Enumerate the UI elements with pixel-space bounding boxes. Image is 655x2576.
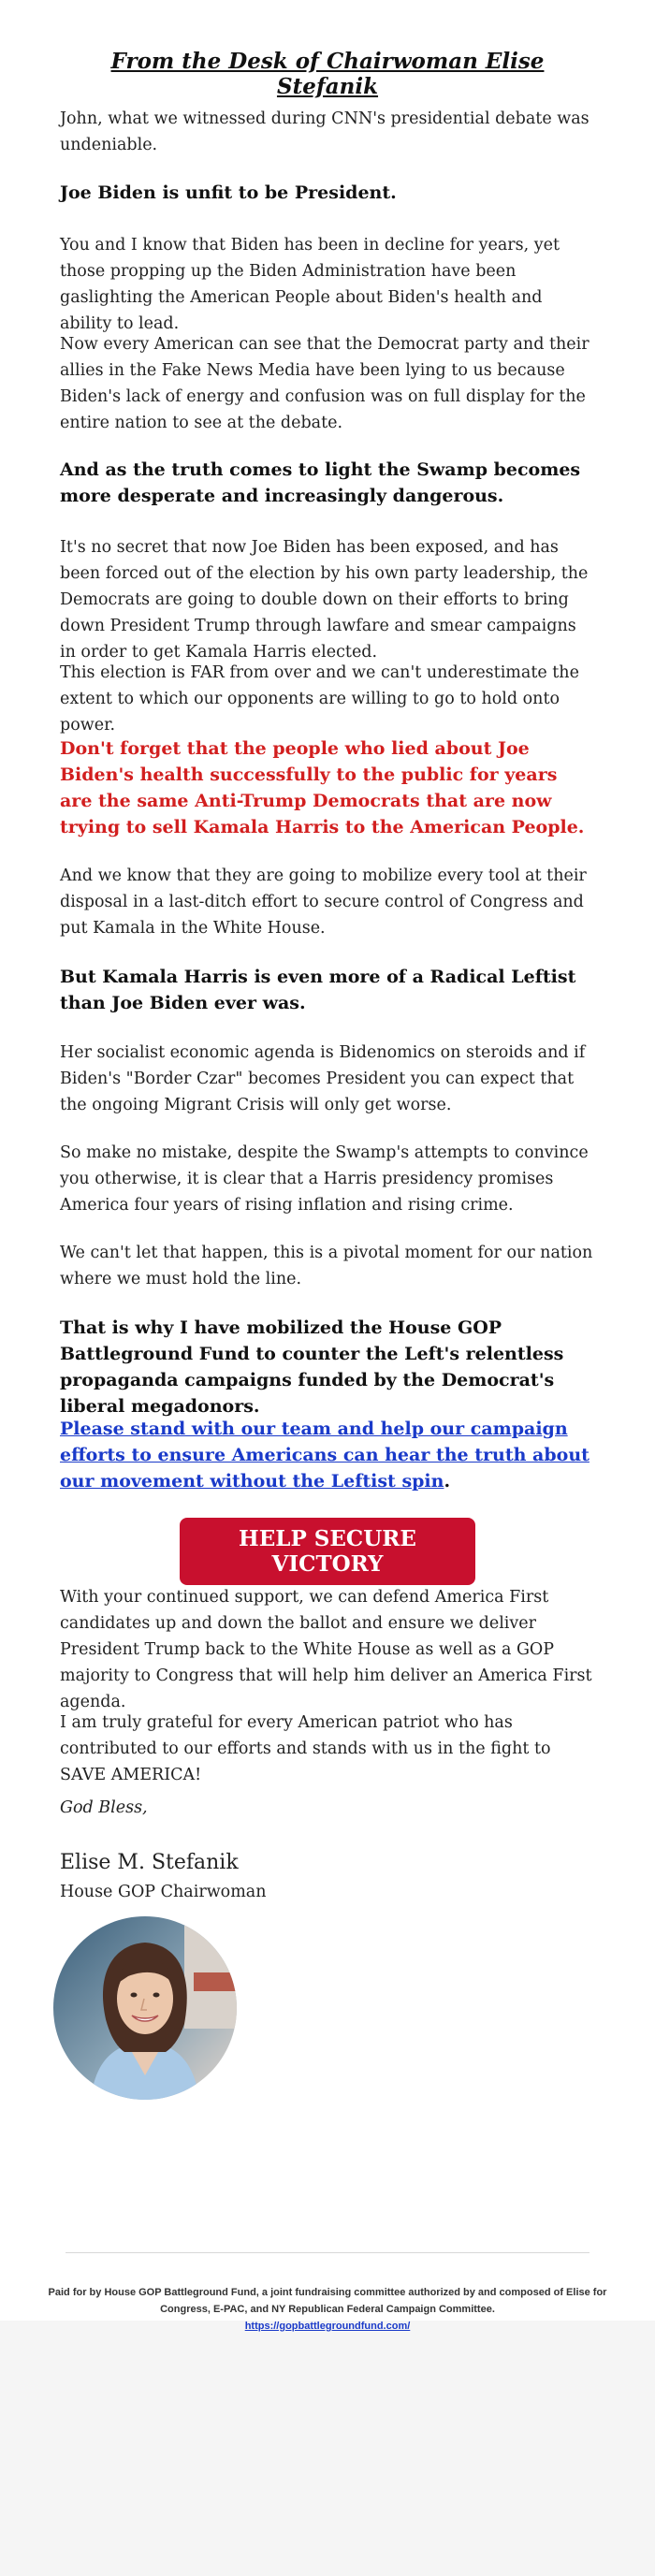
paragraph: [60, 964, 595, 1016]
signature-role-block: [60, 1883, 595, 1901]
help-secure-victory-button[interactable]: HELP SECURE VICTORY: [180, 1518, 475, 1585]
signer-role: House GOP Chairwoman: [60, 1883, 267, 1901]
letter-p7: This election is FAR from over and we can't underestimate the extent to which our opponents are willing to go to hold onto power.: [60, 663, 579, 735]
paragraph: [60, 534, 595, 665]
paragraph: [60, 106, 595, 158]
paragraph: [60, 1315, 595, 1419]
paragraph: [60, 457, 595, 509]
letter-p11: Her socialist economic agenda is Bidenomics on steroids and if Biden's "Border Czar" becomes President you can expect that the ongoing Migrant Crisis will only get worse.: [60, 1043, 586, 1114]
letter-p12: So make no mistake, despite the Swamp's attempts to convince you otherwise, it is clear that a Harris presidency promises America four years of rising inflation and rising crime.: [60, 1143, 589, 1215]
letter-p13: We can't let that happen, this is a pivotal moment for our nation where we must hold the line.: [60, 1244, 593, 1288]
footer: [37, 2284, 618, 2335]
sign-off-text: God Bless,: [60, 1798, 148, 1817]
letter-p2: Joe Biden is unfit to be President.: [60, 182, 397, 203]
paragraph: [60, 863, 595, 941]
paragraph: [60, 1710, 595, 1788]
avatar: [53, 1916, 237, 2100]
signature-block: [60, 1851, 595, 1874]
letter-p6: It's no secret that now Joe Biden has been exposed, and has been forced out of the election by his own party leadership, the Democrats are going to double down on their efforts to bring down President Trump through lawfare and smear campaigns in order to get Kamala Harris elected.: [60, 538, 589, 662]
letter-p3: You and I know that Biden has been in decline for years, yet those propping up the Biden Administration have been gaslighting the American People about Biden's health and ability to lead.: [60, 236, 560, 333]
button-row: [0, 1518, 655, 1585]
sign-off: [60, 1798, 595, 1817]
letter-p15: With your continued support, we can defend America First candidates up and down the ballot and ensure we deliver President Trump back to the White House as well as a GOP majority to Congress that will help him deliver an America First agenda.: [60, 1588, 592, 1711]
paragraph: [60, 1240, 595, 1292]
paragraph: [60, 180, 595, 206]
letter-p8-highlight: Don't forget that the people who lied about Joe Biden's health successfully to the public for years are the same Anti-Trump Democrats that are now trying to sell Kamala Harris to the American People.: [60, 738, 585, 837]
footer-divider: [66, 2252, 590, 2253]
cta-period: .: [444, 1471, 451, 1492]
paragraph: [60, 1040, 595, 1118]
letter-p1: John, what we witnessed during CNN's presidential debate was undeniable.: [60, 109, 590, 154]
paragraph: [60, 735, 595, 840]
paragraph: [60, 1584, 595, 1715]
letter-p9: And we know that they are going to mobilize every tool at their disposal in a last-ditch effort to secure control of Congress and put Kamala in the White House.: [60, 866, 587, 938]
paragraph: [60, 1140, 595, 1218]
footer-url-link[interactable]: https://gopbattlegroundfund.com/: [244, 2321, 411, 2332]
letter-p16: I am truly grateful for every American patriot who has contributed to our efforts and stands with us in the fight to SAVE AMERICA!: [60, 1713, 551, 1784]
cta-paragraph: [60, 1416, 595, 1494]
footer-disclaimer: Paid for by House GOP Battleground Fund, a joint fundraising committee authorized by and composed of Elise for Congress, E-PAC, and NY Republican Federal Campaign Committee.: [48, 2287, 607, 2315]
signer-name: Elise M. Stefanik: [60, 1851, 239, 1874]
letter-p5: And as the truth comes to light the Swamp becomes more desperate and increasingly dangerous.: [60, 459, 581, 506]
paragraph: [60, 331, 595, 436]
paragraph: [60, 660, 595, 738]
letter-p14: That is why I have mobilized the House GOP Battleground Fund to counter the Left's relentless propaganda campaigns funded by the Democrat's liberal megadonors.: [60, 1317, 564, 1417]
cta-link[interactable]: Please stand with our team and help our campaign efforts to ensure Americans can hear the truth about our movement without the Leftist spin: [60, 1419, 590, 1492]
letter-p4: Now every American can see that the Democrat party and their allies in the Fake News Media have been lying to us because Biden's lack of energy and confusion was on full display for the entire nation to see at the debate.: [60, 335, 590, 432]
avatar-portrait-image: [53, 1916, 237, 2100]
page-title: From the Desk of Chairwoman Elise Stefanik: [110, 49, 545, 99]
paragraph: [60, 232, 595, 337]
letter-p10: But Kamala Harris is even more of a Radical Leftist than Joe Biden ever was.: [60, 967, 576, 1013]
